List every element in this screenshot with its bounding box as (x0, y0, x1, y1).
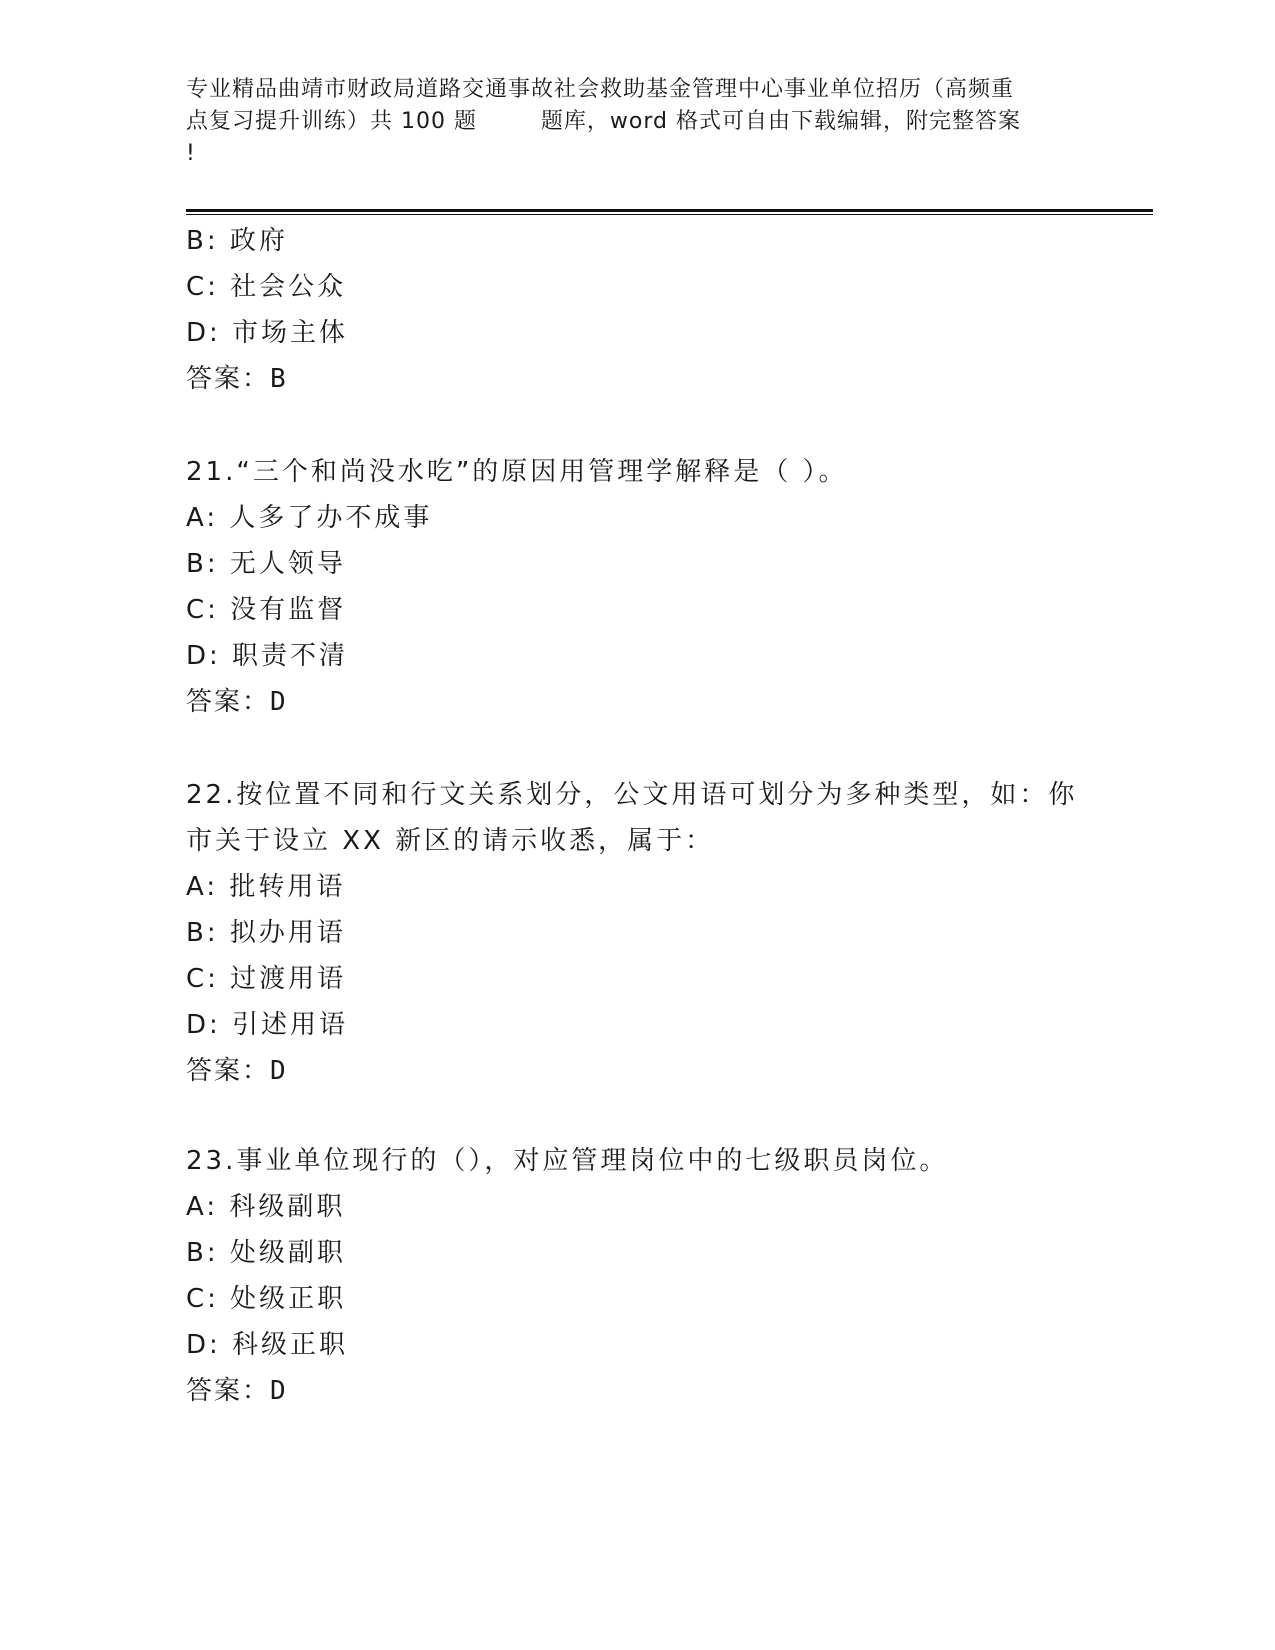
option-a: A: 批转用语 (186, 872, 346, 902)
option-b: B: 无人领导 (186, 549, 346, 579)
option-b: B: 政府 (186, 226, 288, 256)
answer-line: 答案：D (186, 687, 288, 717)
header-divider (186, 209, 1153, 215)
option-a: A: 科级副职 (186, 1192, 346, 1222)
question-stem: 21.“三个和尚没水吃”的原因用管理学解释是（ ）。 (186, 457, 848, 487)
option-b: B: 拟办用语 (186, 918, 346, 948)
option-b: B: 处级副职 (186, 1238, 346, 1268)
answer-line: 答案：D (186, 1376, 288, 1406)
option-c: C: 过渡用语 (186, 964, 347, 994)
answer-line: 答案：B (186, 364, 288, 394)
header-line: 点复习提升训练）共 100 题 题库，word 格式可自由下载编辑，附完整答案 (186, 109, 1021, 134)
spacer (186, 402, 1153, 449)
document-header (186, 74, 1091, 170)
option-d: D: 引述用语 (186, 1010, 349, 1040)
option-d: D: 科级正职 (186, 1330, 349, 1360)
spacer (186, 1094, 1153, 1138)
spacer (186, 725, 1153, 772)
question-stem: 22.按位置不同和行文关系划分，公文用语可划分为多种类型，如：你 (186, 780, 1078, 810)
header-line: 专业精品曲靖市财政局道路交通事故社会救助基金管理中心事业单位招历（高频重 (186, 77, 1015, 102)
option-c: C: 没有监督 (186, 595, 347, 625)
question-block-23 (186, 1138, 1153, 1414)
option-a: A: 人多了办不成事 (186, 503, 433, 533)
header-line: ! (186, 141, 196, 166)
question-stem-continued: 市关于设立 XX 新区的请示收悉，属于： (186, 826, 715, 856)
option-d: D: 市场主体 (186, 318, 349, 348)
option-c: C: 社会公众 (186, 272, 347, 302)
question-block-prev (186, 218, 1153, 402)
question-block-21 (186, 449, 1153, 725)
question-stem: 23.事业单位现行的（），对应管理岗位中的七级职员岗位。 (186, 1146, 949, 1176)
option-d: D: 职责不清 (186, 641, 349, 671)
question-list (186, 218, 1153, 1414)
question-block-22 (186, 772, 1153, 1094)
option-c: C: 处级正职 (186, 1284, 347, 1314)
answer-line: 答案：D (186, 1056, 288, 1086)
